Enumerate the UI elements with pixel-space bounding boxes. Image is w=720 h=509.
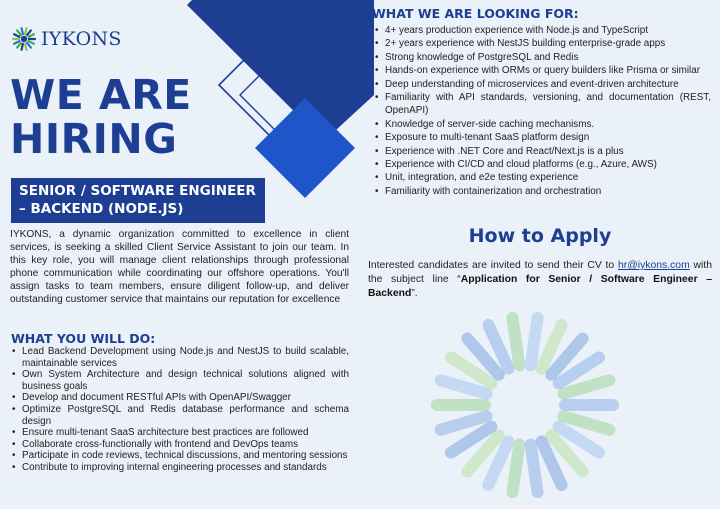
list-item: • Own System Architecture and design technical solutions aligned with business goals bbox=[10, 369, 349, 392]
hero-line-2: HIRING bbox=[10, 115, 178, 163]
list-item: • Experience with CI/CD and cloud platforms (e.g., Azure, AWS) bbox=[373, 158, 711, 171]
list-item: • Unit, integration, and e2e testing experience bbox=[373, 171, 711, 184]
list-item: • Knowledge of server-side caching mechanisms. bbox=[373, 118, 711, 131]
email-subject-line: Application for Senior / Software Engineer – Backend bbox=[368, 274, 712, 299]
what-you-will-do-list bbox=[10, 346, 349, 474]
apply-text-middle: with the subject line “ bbox=[368, 260, 712, 285]
iykons-logo-icon bbox=[12, 27, 36, 51]
apply-text-after: ”. bbox=[411, 288, 418, 299]
list-item: • Experience with .NET Core and React/Next.js is a plus bbox=[373, 145, 711, 158]
sunburst-decoration bbox=[437, 318, 613, 492]
list-item: • Develop and document RESTful APIs with OpenAPI/Swagger bbox=[10, 392, 349, 404]
looking-for-list bbox=[373, 24, 711, 198]
how-to-apply-title: How to Apply bbox=[468, 225, 612, 247]
list-item: • Ensure multi-tenant SaaS architecture best practices are followed bbox=[10, 427, 349, 439]
job-title-line-1: SENIOR / SOFTWARE ENGINEER bbox=[19, 183, 256, 199]
list-item: • Contribute to improving internal engineering processes and standards bbox=[10, 462, 349, 474]
list-item: • Strong knowledge of PostgreSQL and Redis bbox=[373, 51, 711, 64]
list-item: • Hands-on experience with ORMs or query builders like Prisma or similar bbox=[373, 64, 711, 77]
job-title-banner bbox=[11, 178, 265, 223]
list-item: • Deep understanding of microservices and event-driven architecture bbox=[373, 78, 711, 91]
list-item: • Collaborate cross-functionally with frontend and DevOps teams bbox=[10, 439, 349, 451]
list-item: • 4+ years production experience with Node.js and TypeScript bbox=[373, 24, 711, 37]
list-item: • Exposure to multi-tenant SaaS platform design bbox=[373, 131, 711, 144]
email-link[interactable]: hr@iykons.com bbox=[617, 260, 690, 271]
looking-for-title: WHAT WE ARE LOOKING FOR: bbox=[372, 6, 579, 21]
brand-logo bbox=[12, 27, 122, 51]
list-item: • 2+ years experience with NestJS building enterprise-grade apps bbox=[373, 37, 711, 50]
list-item: • Optimize PostgreSQL and Redis database performance and schema design bbox=[10, 404, 349, 427]
job-title-line-2: – BACKEND (NODE.JS) bbox=[19, 201, 184, 217]
intro-paragraph: IYKONS, a dynamic organization committed to excellence in client services, is seeking a skilled Client Service Assistant to join our team. In this key role, you will manage client relationships through professional phone communication while coordinating our offshore operations. You'll assign tasks to team members, ensure diligent follow-up, and deliver outstanding customer service that maintains our reputation for excellence bbox=[10, 229, 349, 305]
hero-heading bbox=[10, 73, 192, 161]
hero-line-1: WE ARE bbox=[10, 71, 192, 119]
diamond-large bbox=[187, 0, 374, 141]
list-item: • Participate in code reviews, technical discussions, and mentoring sessions bbox=[10, 450, 349, 462]
how-to-apply-text bbox=[368, 259, 712, 301]
brand-name: IYKONS bbox=[41, 28, 122, 50]
list-item: • Familiarity with containerization and orchestration bbox=[373, 185, 711, 198]
list-item: • Familiarity with API standards, versioning, and documentation (REST, OpenAPI) bbox=[373, 91, 711, 118]
what-you-will-do-title: WHAT YOU WILL DO: bbox=[11, 331, 156, 346]
list-item: • Lead Backend Development using Node.js and NestJS to build scalable, maintainable services bbox=[10, 346, 349, 369]
apply-text-before: Interested candidates are invited to send their CV to bbox=[368, 260, 618, 271]
